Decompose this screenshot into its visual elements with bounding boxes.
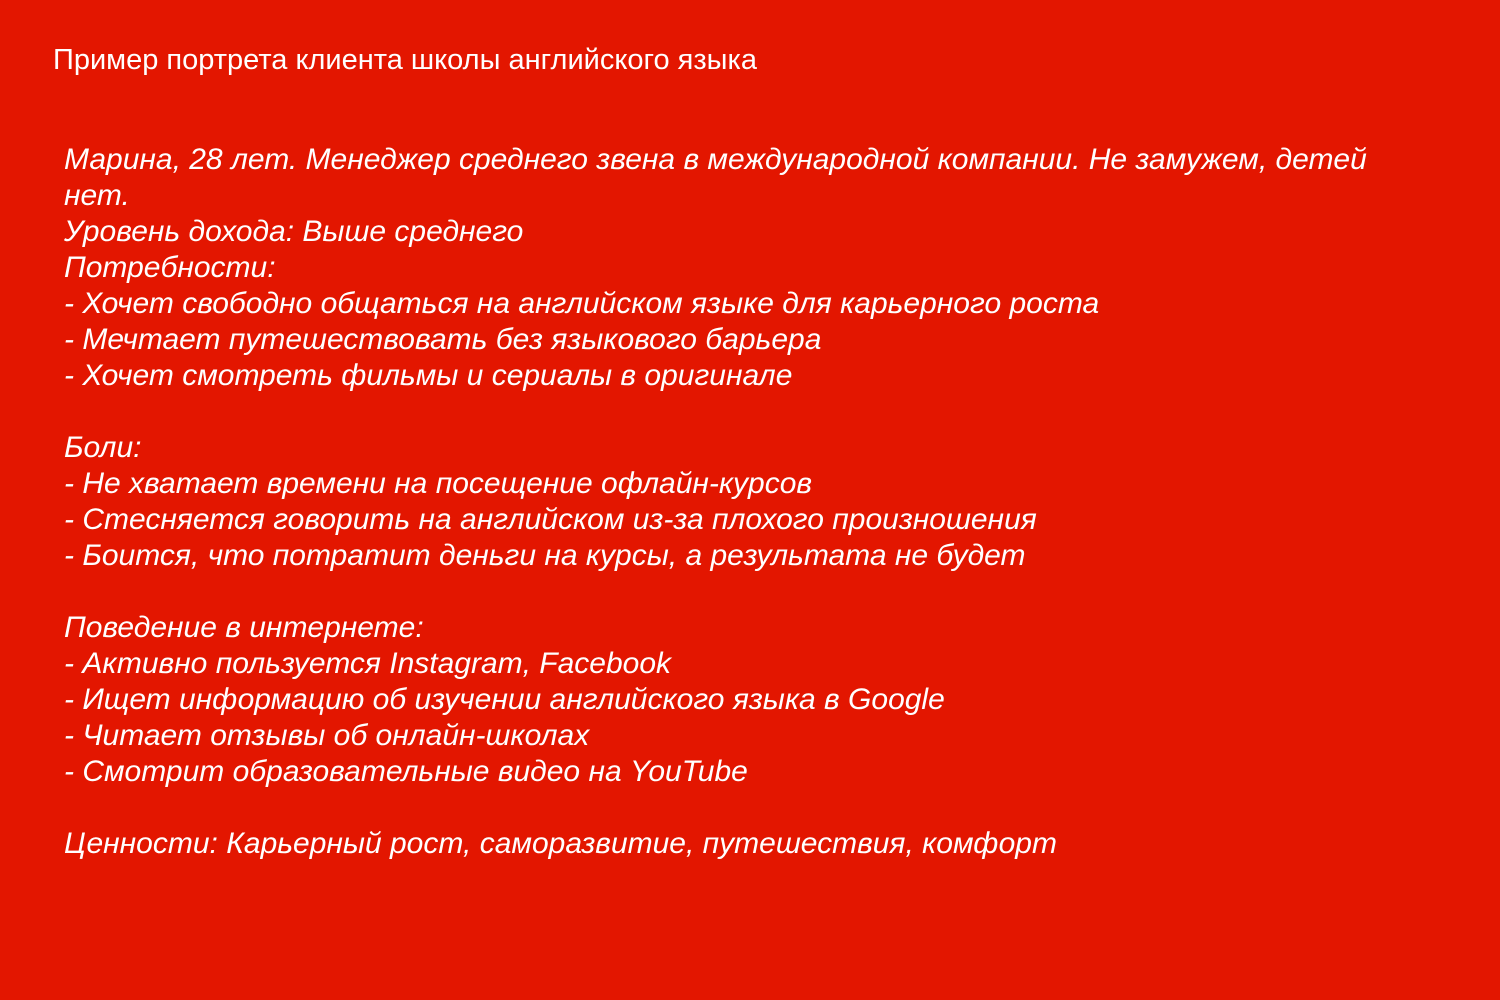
- needs-item: - Хочет свободно общаться на английском языке для карьерного роста: [64, 287, 1100, 320]
- persona-description: [64, 142, 1444, 862]
- persona-income: Уровень дохода: Выше среднего: [64, 215, 524, 248]
- pains-section: [64, 430, 1444, 574]
- online-behavior-item: - Смотрит образовательные видео на YouTube: [64, 755, 748, 788]
- needs-item: - Мечтает путешествовать без языкового барьера: [64, 323, 822, 356]
- pains-heading: Боли:: [64, 431, 142, 464]
- persona-values: Ценности: Карьерный рост, саморазвитие, путешествия, комфорт: [64, 827, 1057, 860]
- online-behavior-section: [64, 610, 1444, 790]
- needs-heading: Потребности:: [64, 251, 276, 284]
- pains-item: - Стесняется говорить на английском из-за плохого произношения: [64, 503, 1037, 536]
- online-behavior-item: - Активно пользуется Instagram, Facebook: [64, 647, 672, 680]
- online-behavior-heading: Поведение в интернете:: [64, 611, 424, 644]
- page-title: Пример портрета клиента школы английского языка: [53, 44, 757, 76]
- persona-intro: Марина, 28 лет. Менеджер среднего звена в международной компании. Не замужем, детей нет.: [64, 143, 1367, 212]
- pains-item: - Боится, что потратит деньги на курсы, а результата не будет: [64, 539, 1026, 572]
- needs-section: [64, 250, 1444, 394]
- needs-item: - Хочет смотреть фильмы и сериалы в оригинале: [64, 359, 793, 392]
- online-behavior-item: - Читает отзывы об онлайн-школах: [64, 719, 590, 752]
- online-behavior-item: - Ищет информацию об изучении английского языка в Google: [64, 683, 945, 716]
- pains-item: - Не хватает времени на посещение офлайн-курсов: [64, 467, 813, 500]
